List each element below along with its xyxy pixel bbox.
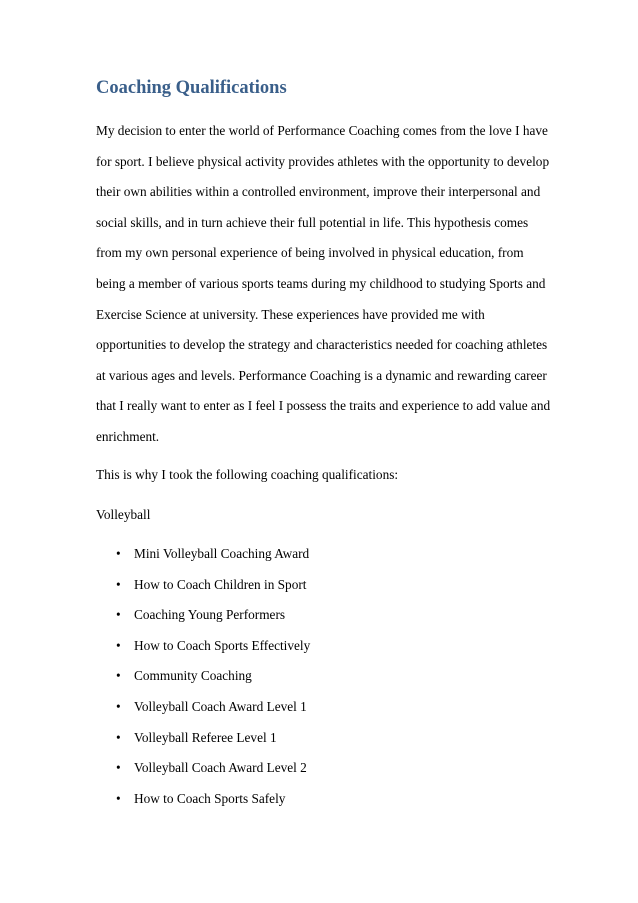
qualification-label: Volleyball Coach Award Level 1: [134, 698, 307, 714]
paragraph-line: at various ages and levels. Performance Coaching is a dynamic and rewarding career: [96, 367, 547, 383]
paragraph-line: from my own personal experience of being involved in physical education, from: [96, 245, 524, 261]
paragraph-line: their own abilities within a controlled environment, improve their interpersonal and: [96, 184, 541, 200]
paragraph-line: that I really want to enter as I feel I possess the traits and experience to add value and: [96, 398, 551, 414]
paragraph-line: enrichment.: [96, 428, 160, 444]
qualification-label: How to Coach Sports Effectively: [134, 637, 311, 653]
paragraph-line: being a member of various sports teams during my childhood to studying Sports and: [96, 275, 546, 291]
bullet-icon: •: [116, 760, 121, 776]
paragraph-line: My decision to enter the world of Performance Coaching comes from the love I have: [96, 123, 548, 138]
bullet-icon: •: [116, 668, 121, 684]
intro-sentence: This is why I took the following coaching qualifications:: [96, 467, 399, 482]
qualification-label: Community Coaching: [134, 668, 252, 684]
paragraph-line: social skills, and in turn achieve their full potential in life. This hypothesis comes: [96, 214, 529, 230]
qualification-label: Mini Volleyball Coaching Award: [134, 546, 310, 561]
bullet-icon: •: [116, 607, 121, 623]
bullet-icon: •: [116, 698, 121, 714]
paragraph-line: for sport. I believe physical activity provides athletes with the opportunity to develop: [96, 153, 550, 169]
qualification-label: How to Coach Children in Sport: [134, 576, 307, 592]
intro-paragraph: [96, 122, 556, 459]
document-title: Coaching Qualifications: [96, 78, 287, 98]
qualification-label: Coaching Young Performers: [134, 607, 286, 623]
bullet-icon: •: [116, 637, 121, 653]
section-heading-volleyball: Volleyball: [96, 507, 151, 522]
paragraph-line: Exercise Science at university. These experiences have provided me with: [96, 306, 485, 322]
bullet-icon: •: [116, 790, 121, 806]
paragraph-line: opportunities to develop the strategy and characteristics needed for coaching athletes: [96, 337, 548, 353]
bullet-icon: •: [116, 729, 121, 745]
qualification-label: Volleyball Referee Level 1: [134, 729, 277, 745]
bullet-icon: •: [116, 576, 121, 592]
qualification-label: How to Coach Sports Safely: [134, 790, 286, 806]
bullet-icon: •: [116, 546, 121, 561]
qualification-label: Volleyball Coach Award Level 2: [134, 760, 307, 776]
